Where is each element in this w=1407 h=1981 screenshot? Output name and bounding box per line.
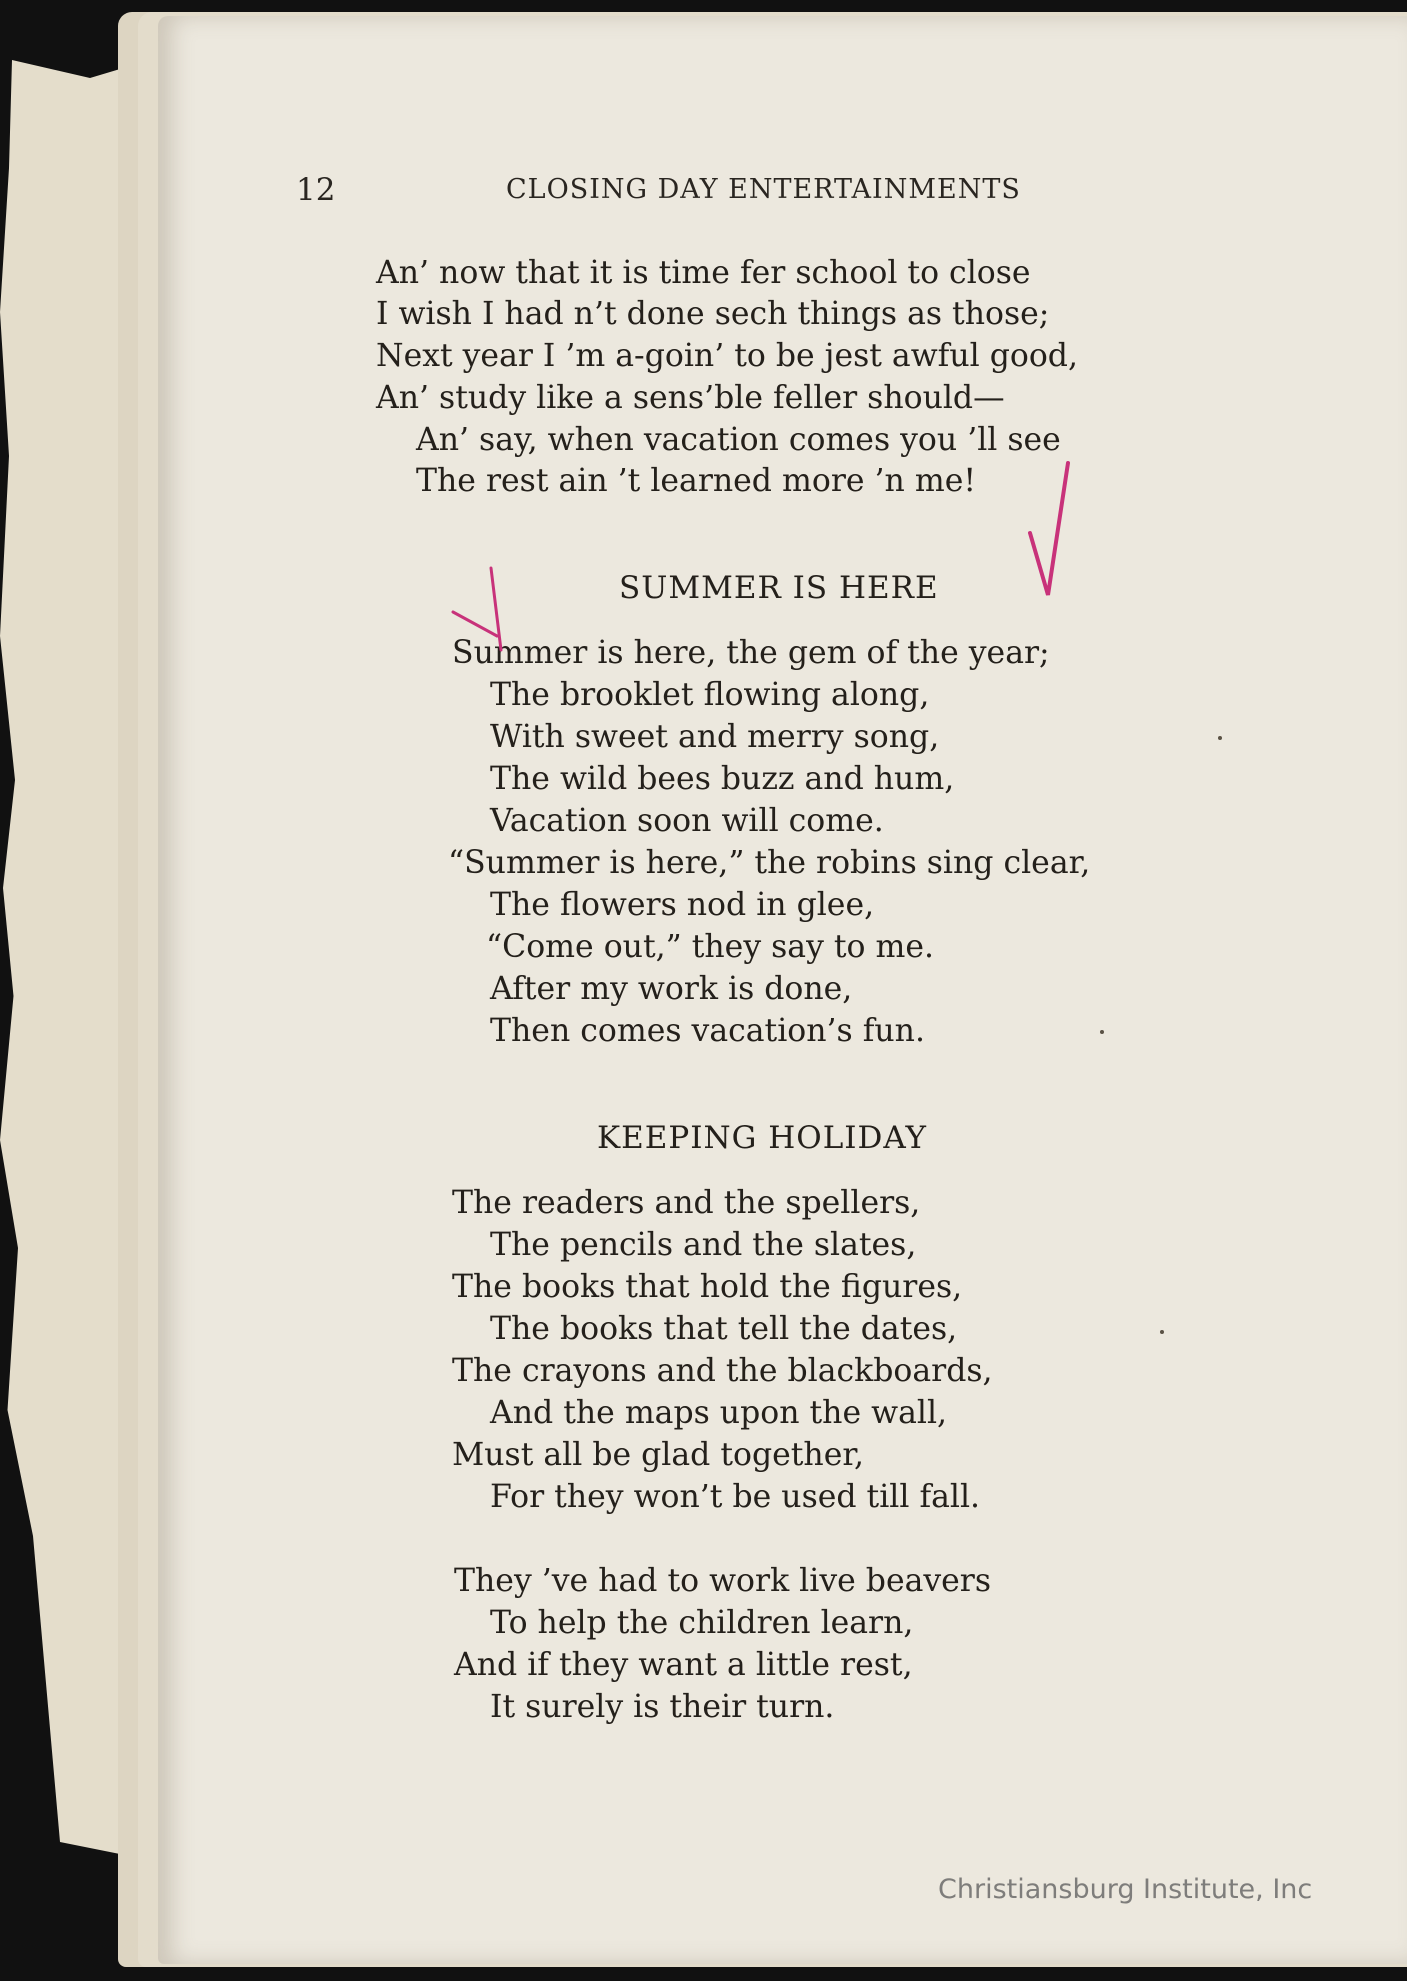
poem-line: The readers and the spellers, (452, 1185, 921, 1221)
poem-line: It surely is their turn. (490, 1689, 835, 1725)
paper-speck (1160, 1330, 1164, 1334)
checkmark-icon (445, 560, 515, 660)
poem-line: An’ study like a sens’ble feller should— (376, 380, 1005, 416)
paper-speck (1218, 736, 1222, 740)
poem-line: An’ say, when vacation comes you ’ll see (416, 422, 1061, 458)
poem-line: With sweet and merry song, (490, 719, 940, 755)
poem-line: Vacation soon will come. (490, 803, 884, 839)
poem-line: And if they want a little rest, (454, 1647, 913, 1683)
poem-line: The flowers nod in glee, (490, 887, 875, 923)
poem-line: After my work is done, (490, 971, 853, 1007)
poem-line: The crayons and the blackboards, (452, 1353, 993, 1389)
poem-line: The wild bees buzz and hum, (490, 761, 955, 797)
poem-line: They ’ve had to work live beavers (454, 1563, 992, 1599)
poem-line: The books that tell the dates, (490, 1311, 958, 1347)
running-title: CLOSING DAY ENTERTAINMENTS (506, 174, 1021, 205)
checkmark-icon (1020, 455, 1080, 605)
poem-line: “Come out,” they say to me. (486, 929, 935, 965)
poem-title-holiday: KEEPING HOLIDAY (597, 1120, 927, 1156)
poem-line: Must all be glad together, (452, 1437, 864, 1473)
poem-line: And the maps upon the wall, (490, 1395, 948, 1431)
poem-line: Then comes vacation’s fun. (490, 1013, 925, 1049)
paper-speck (1100, 1030, 1104, 1034)
poem-line: I wish I had n’t done sech things as those; (376, 296, 1050, 332)
poem-line: “Summer is here,” the robins sing clear, (448, 845, 1091, 881)
poem-line: The rest ain ’t learned more ’n me! (416, 463, 977, 499)
poem-line: The pencils and the slates, (490, 1227, 917, 1263)
poem-line: For they won’t be used till fall. (490, 1479, 981, 1515)
poem-line: Next year I ’m a-goin’ to be jest awful good, (376, 338, 1078, 374)
running-head (0, 172, 1407, 212)
poem-line: To help the children learn, (490, 1605, 914, 1641)
poem-line: An’ now that it is time fer school to close (376, 255, 1031, 291)
poem-line: The books that hold the figures, (452, 1269, 963, 1305)
watermark: Christiansburg Institute, Inc (938, 1874, 1313, 1905)
page-number: 12 (296, 172, 336, 208)
poem-title-summer: SUMMER IS HERE (619, 570, 939, 606)
poem-line: The brooklet flowing along, (490, 677, 930, 713)
poem-line: Summer is here, the gem of the year; (452, 635, 1050, 671)
